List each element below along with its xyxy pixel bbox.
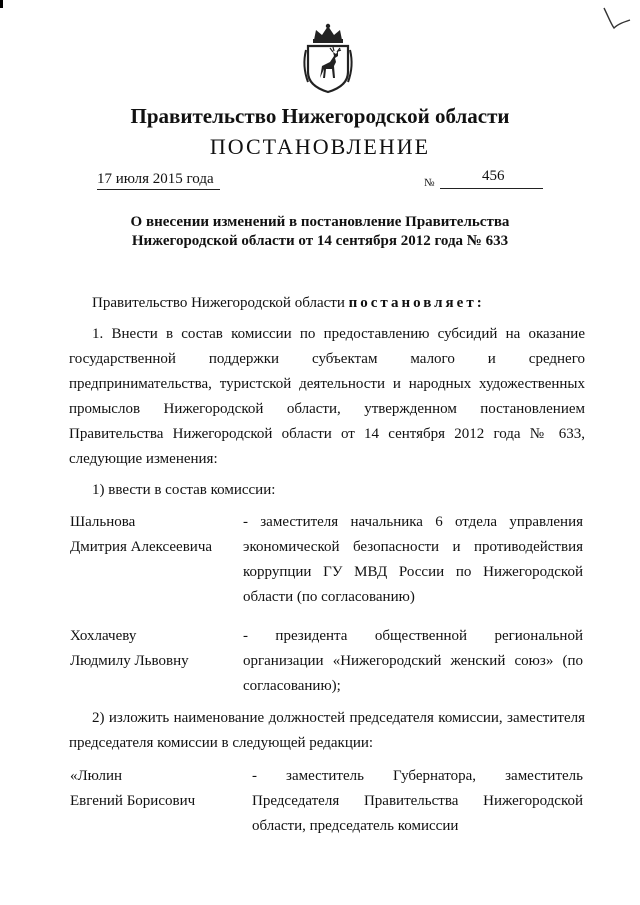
decree-date: 17 июля 2015 года <box>97 171 220 190</box>
sub-item-2: 2) изложить наименование должностей председателя комиссии, заместителя председателя комиссии в следующей редакции: <box>69 710 585 751</box>
subject-line-2: Нижегородской области от 14 сентября 2012 года № 633 <box>131 233 509 249</box>
member-3-role: - заместитель Губернатора, заместитель Председателя Правительства Нижегородской области, председатель комиссии <box>252 768 583 834</box>
item-1-paragraph: 1. Внести в состав комиссии по предоставлению субсидий на оказание государственной поддержки субъектам малого и среднего предпринимательства, туристской деятельности и народных художественных промыслов Нижегородской области, утвержденном постановлением Правительства Нижегородской области от 14 сентября 2012 года № 633, следующие изменения: <box>69 326 585 467</box>
member-1-role: - заместителя начальника 6 отдела управления экономической безопасности и противодействия коррупции ГУ МВД России по Нижегородской области (по согласованию) <box>243 514 583 605</box>
number-label: № <box>424 177 435 189</box>
coat-of-arms-icon <box>300 22 356 94</box>
government-title: Правительство Нижегородской области <box>130 104 510 128</box>
sub-item-1: 1) ввести в состав комиссии: <box>92 482 276 498</box>
handwritten-check-mark <box>602 6 632 32</box>
subject-line-1: О внесении изменений в постановление Правительства <box>130 214 510 230</box>
member-2-name: Хохлачеву Людмилу Львовну <box>70 628 189 669</box>
intro-paragraph <box>92 291 485 316</box>
document-type: ПОСТАНОВЛЕНИЕ <box>209 134 431 159</box>
member-1-name: Шальнова Дмитрия Алексеевича <box>70 514 213 555</box>
decree-subject <box>0 213 640 251</box>
number-underline <box>440 188 543 189</box>
intro-text: Правительство Нижегородской области <box>92 295 349 311</box>
decree-number: 456 <box>482 168 505 184</box>
intro-verb: постановляет: <box>348 295 485 311</box>
member-2-role: - президента общественной региональной организации «Нижегородский женский союз» (по согласованию); <box>243 628 583 694</box>
member-3-name: «Люлин Евгений Борисович <box>70 768 196 809</box>
scan-corner-mark <box>0 0 3 8</box>
